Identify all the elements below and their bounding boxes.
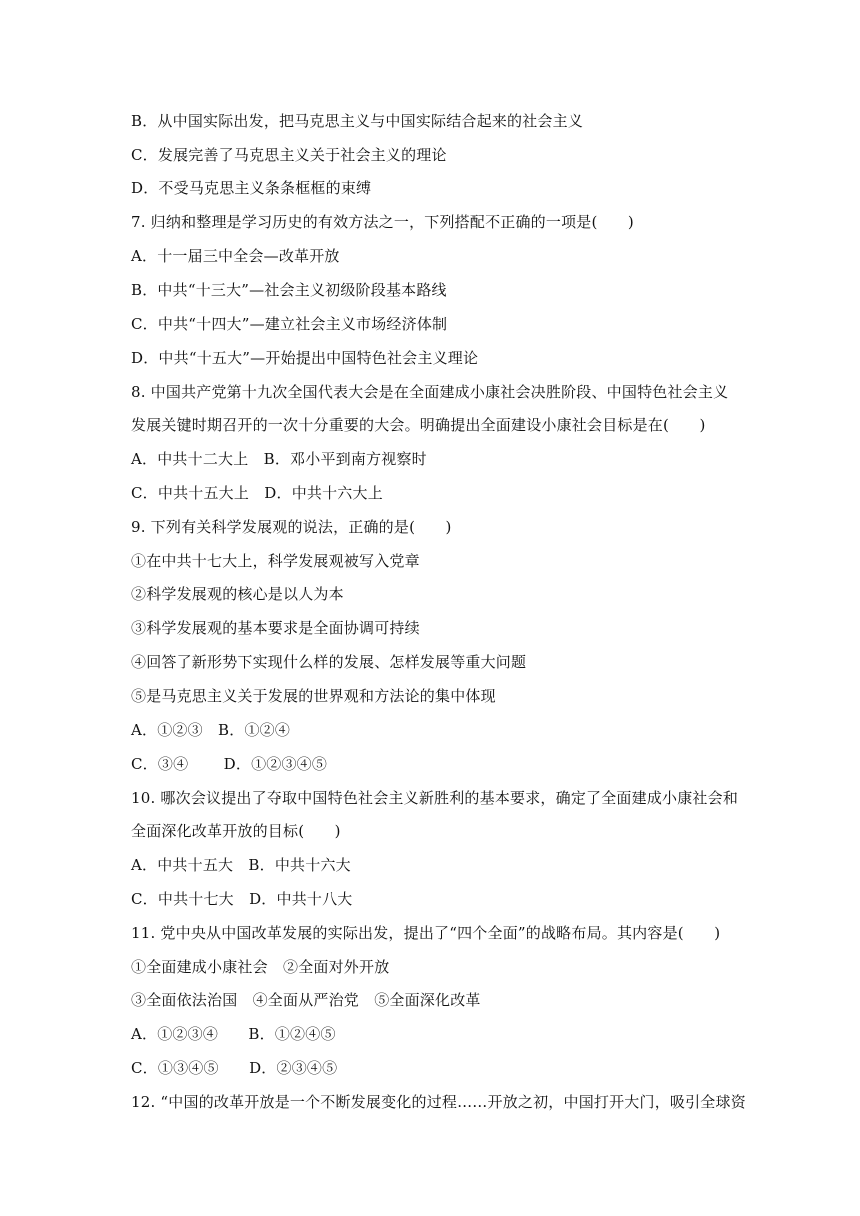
option-7b: B．中共“十三大”—社会主义初级阶段基本路线 [131,281,447,299]
statements-11-b: ③全面依法治国 ④全面从严治党 ⑤全面深化改革 [131,991,481,1009]
question-8-line-2: 发展关键时期召开的一次十分重要的大会。明确提出全面建设小康社会目标是在( ) [131,416,706,434]
statement-9-3: ③科学发展观的基本要求是全面协调可持续 [131,619,420,637]
options-11-ab: A．①②③④ B．①②④⑤ [131,1025,336,1043]
statement-9-5: ⑤是马克思主义关于发展的世界观和方法论的集中体现 [131,687,496,705]
statement-9-4: ④回答了新形势下实现什么样的发展、怎样发展等重大问题 [131,653,527,671]
option-7c: C．中共“十四大”—建立社会主义市场经济体制 [131,315,448,333]
question-12: 12. “中国的改革开放是一个不断发展变化的过程……开放之初，中国打开大门，吸引全球资 [131,1093,746,1111]
question-10-line-2: 全面深化改革开放的目标( ) [131,822,341,840]
question-11: 11. 党中央从中国改革发展的实际出发，提出了“四个全面”的战略布局。其内容是( ) [131,924,721,942]
statements-11-a: ①全面建成小康社会 ②全面对外开放 [131,958,390,976]
options-10-cd: C．中共十七大 D．中共十八大 [131,890,353,908]
options-9-ab: A．①②③ B．①②④ [131,721,291,739]
question-10-line-1: 10. 哪次会议提出了夺取中国特色社会主义新胜利的基本要求，确定了全面建成小康社会和 [131,789,739,807]
option-6d: D．不受马克思主义条条框框的束缚 [131,179,372,197]
statement-9-2: ②科学发展观的核心是以人为本 [131,585,344,603]
options-10-ab: A．中共十五大 B．中共十六大 [131,856,351,874]
option-6b: B．从中国实际出发，把马克思主义与中国实际结合起来的社会主义 [131,112,584,130]
statement-9-1: ①在中共十七大上，科学发展观被写入党章 [131,552,420,570]
options-8-cd: C．中共十五大上 D．中共十六大上 [131,484,383,502]
question-8-line-1: 8. 中国共产党第十九次全国代表大会是在全面建成小康社会决胜阶段、中国特色社会主义 [131,383,729,401]
question-7: 7. 归纳和整理是学习历史的有效方法之一，下列搭配不正确的一项是( ) [131,213,634,231]
question-9: 9. 下列有关科学发展观的说法，正确的是( ) [131,518,452,536]
option-7a: A．十一届三中全会—改革开放 [131,247,340,265]
option-6c: C．发展完善了马克思主义关于社会主义的理论 [131,146,447,164]
options-9-cd: C．③④ D．①②③④⑤ [131,755,328,773]
option-7d: D．中共“十五大”—开始提出中国特色社会主义理论 [131,349,479,367]
options-8-ab: A．中共十二大上 B．邓小平到南方视察时 [131,450,427,468]
options-11-cd: C．①③④⑤ D．②③④⑤ [131,1059,338,1077]
